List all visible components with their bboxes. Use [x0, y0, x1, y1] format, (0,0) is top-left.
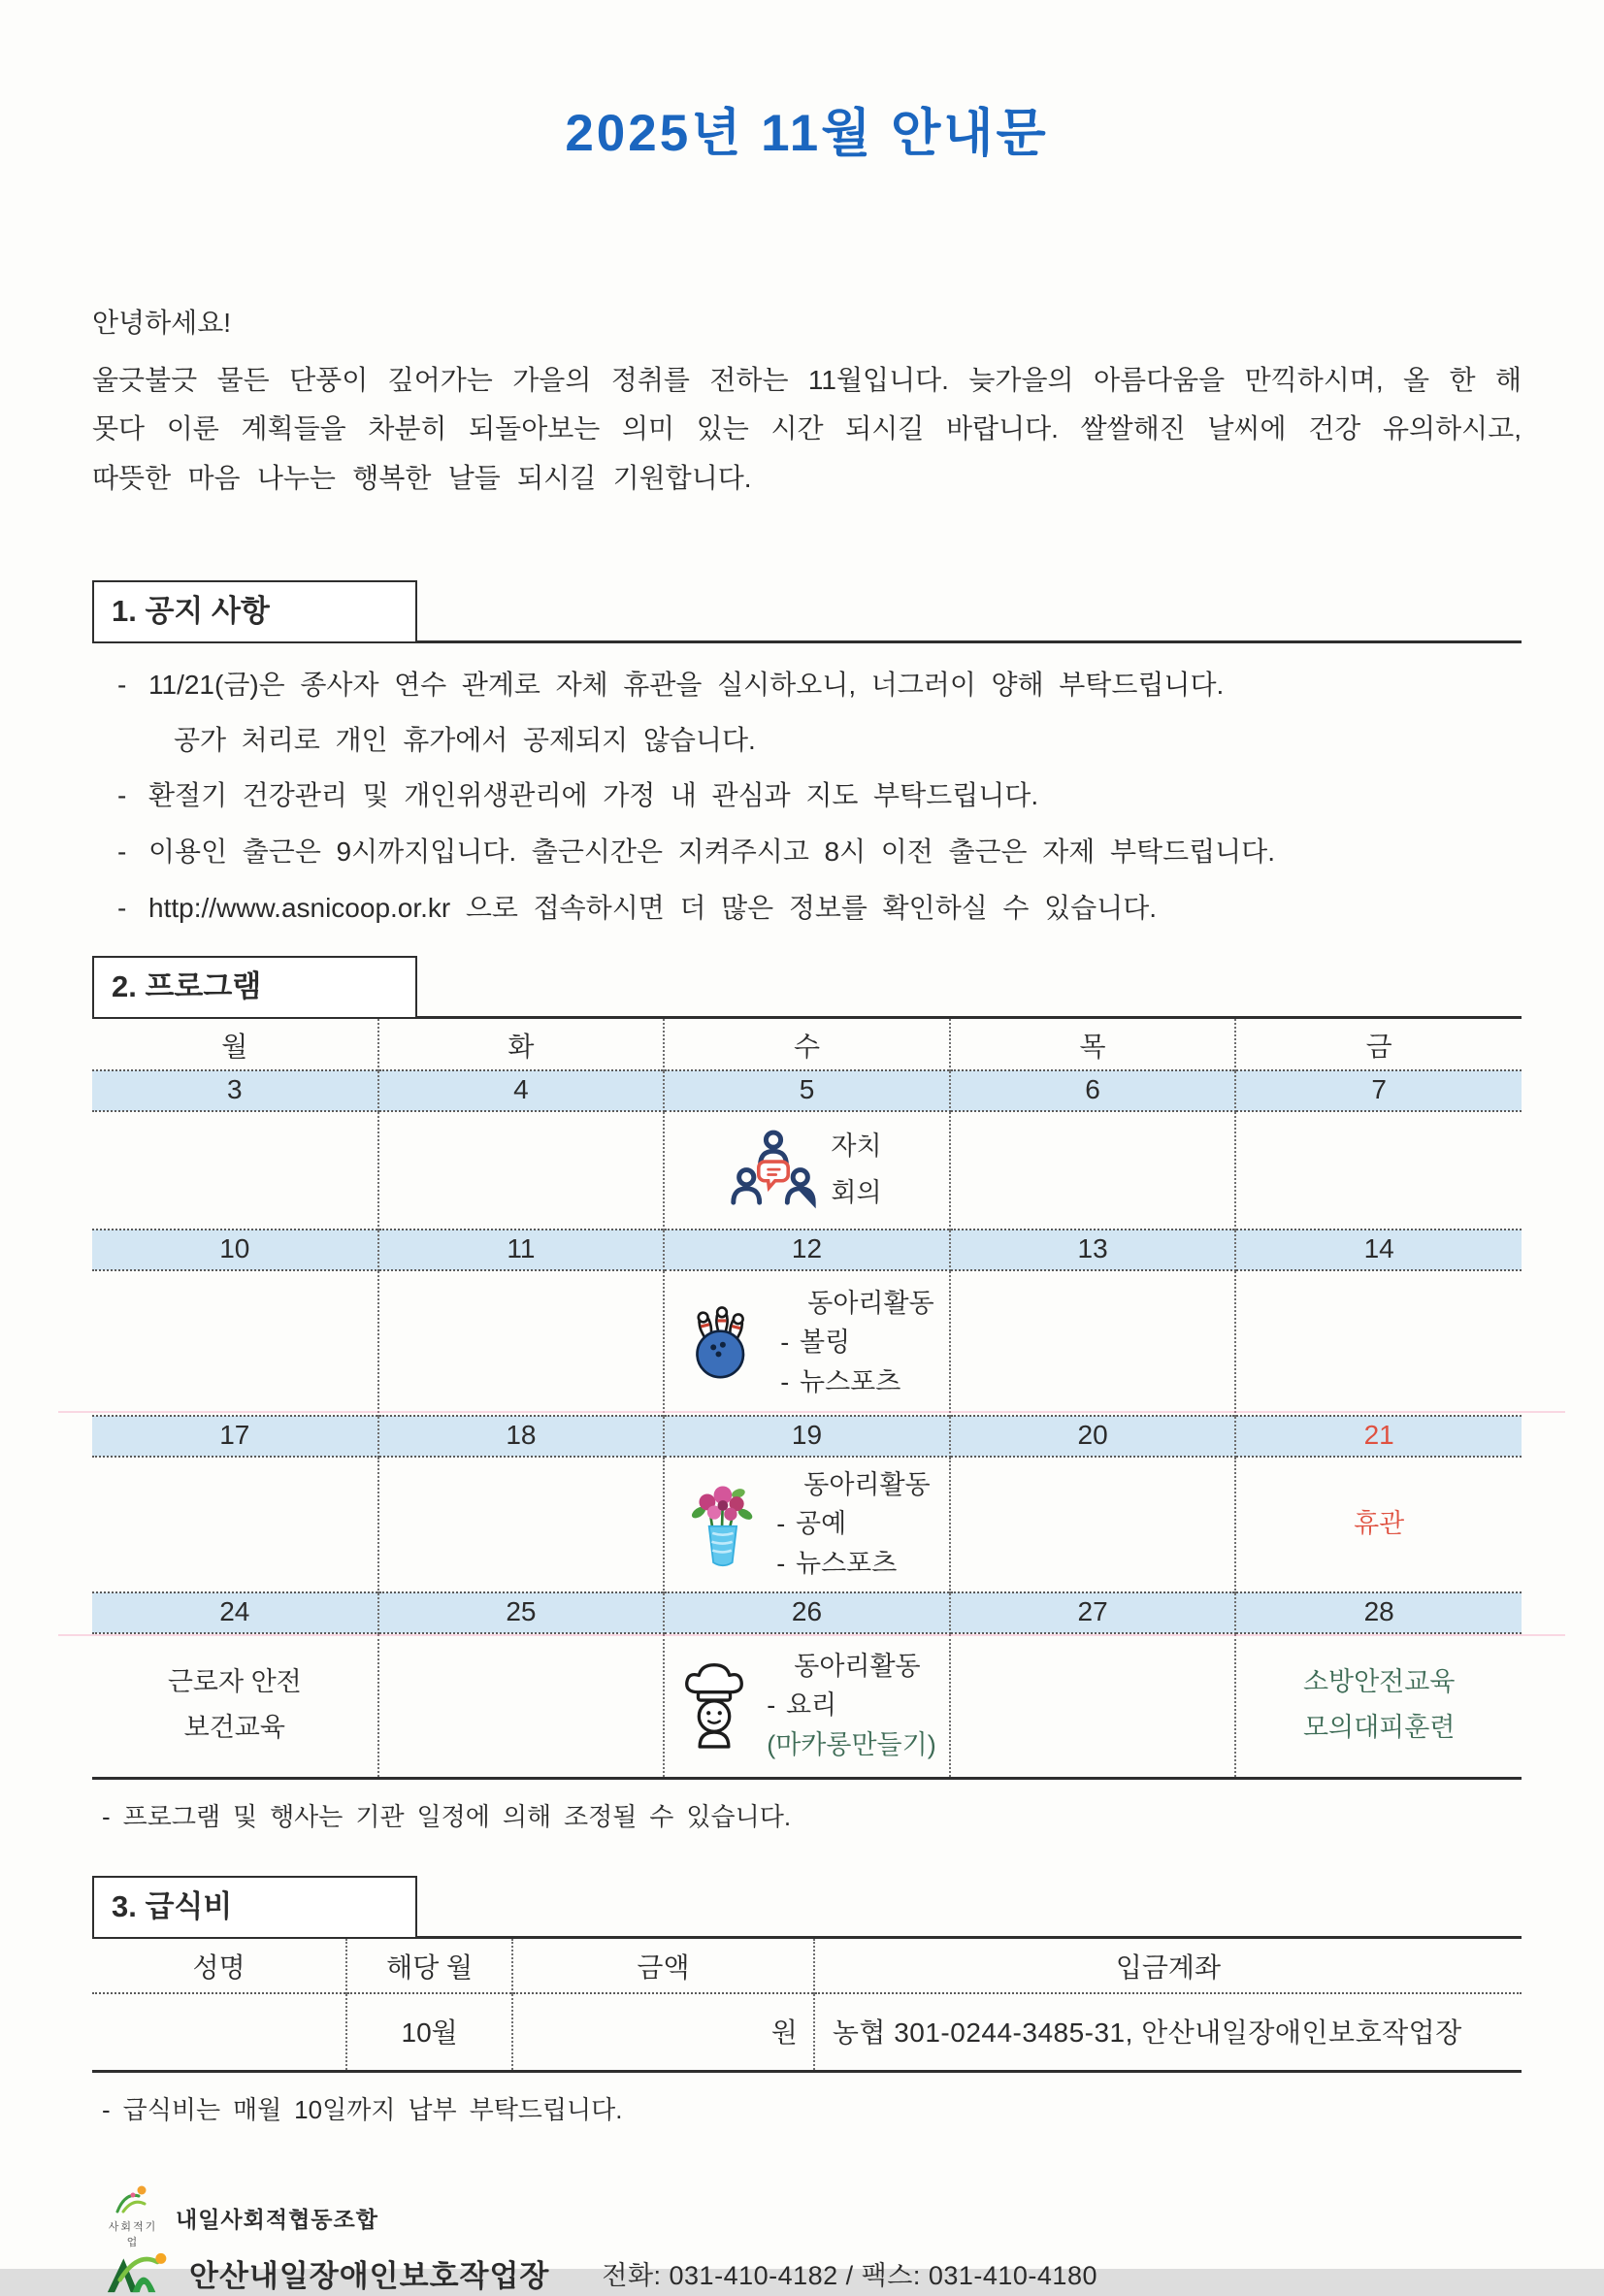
event-cell-empty [92, 1270, 378, 1416]
calendar-date-row-week2 [92, 1230, 1522, 1270]
date-cell: 27 [950, 1592, 1236, 1633]
event-line: 보건교육 [183, 1713, 285, 1743]
day-header-mon: 월 [92, 1019, 378, 1070]
event-cell [92, 1633, 378, 1779]
date-cell: 25 [378, 1592, 665, 1633]
bullet-dash: - [117, 780, 127, 811]
calendar-event-row-week3 [92, 1457, 1522, 1592]
contact-info: 전화: 031-410-4182 / 팩스: 031-410-4180 [602, 2260, 1097, 2290]
event-line: - 공예 [776, 1509, 847, 1539]
event-cell-empty [950, 1270, 1236, 1416]
event-line: (마카롱만들기) [767, 1729, 936, 1759]
social-enterprise-icon [112, 2182, 154, 2215]
date-cell: 28 [1235, 1592, 1522, 1633]
event-line: 모의대피훈련 [1302, 1713, 1456, 1743]
date-cell: 17 [92, 1416, 378, 1457]
calendar-event-row-week1 [92, 1111, 1522, 1230]
event-line: 소방안전교육 [1302, 1667, 1456, 1697]
event-title: 동아리활동 [803, 1469, 931, 1499]
fee-header-account: 입금계좌 [1115, 1952, 1222, 1984]
meal-fee-note: - 급식비는 매월 10일까지 납부 부탁드립니다. [102, 2095, 623, 2125]
date-cell: 12 [664, 1230, 950, 1270]
event-cell-empty [92, 1457, 378, 1592]
bullet-dash: - [117, 892, 127, 923]
closed-label: 휴관 [1354, 1509, 1405, 1539]
notice-subtext: 공가 처리로 개인 휴가에서 공제되지 않습니다. [174, 725, 756, 756]
event-cell-empty [950, 1111, 1236, 1230]
calendar-date-row-week3 [92, 1416, 1522, 1457]
calendar-day-header-row [92, 1019, 1522, 1070]
day-header-fri: 금 [1365, 1031, 1392, 1062]
calendar-date-row-week4 [92, 1592, 1522, 1633]
date-cell: 18 [378, 1416, 665, 1457]
notice-text: 11/21(금)은 종사자 연수 관계로 자체 휴관을 실시하오니, 너그러이 양해 부탁드립니다. [148, 670, 1225, 701]
date-cell: 24 [92, 1592, 378, 1633]
section-program-rule [92, 956, 1522, 1019]
event-cell-empty [378, 1457, 665, 1592]
event-line: - 뉴스포츠 [776, 1548, 898, 1578]
notice-text: http://www.asnicoop.or.kr 으로 접속하시면 더 많은 정보를 확인하실 수 있습니다. [148, 892, 1158, 923]
event-cell-empty [378, 1111, 665, 1230]
date-cell: 26 [664, 1592, 950, 1633]
day-header-thu: 목 [950, 1019, 1236, 1070]
day-header-tue: 화 [378, 1019, 665, 1070]
section-meal-rule [92, 1876, 1522, 1939]
notice-text: 이용인 출근은 9시까지입니다. 출근시간은 지켜주시고 8시 이전 출근은 자제 부탁드립니다. [148, 836, 1276, 867]
event-cell-closed [1235, 1457, 1522, 1592]
section-notices-heading: 1. 공지 사항 [92, 580, 417, 643]
event-line: 회의 [831, 1177, 882, 1207]
date-cell: 10 [92, 1230, 378, 1270]
calendar-date-row-week1 [92, 1070, 1522, 1111]
organization-name: 안산내일장애인보호작업장 [189, 2258, 550, 2293]
date-cell: 11 [378, 1230, 665, 1270]
event-cell-empty [950, 1633, 1236, 1779]
bullet-dash: - [117, 836, 127, 867]
fee-month-cell: 10월 [346, 1993, 512, 2072]
notice-list [92, 643, 1522, 926]
notice-item [117, 777, 1522, 814]
date-cell: 20 [950, 1416, 1236, 1457]
event-cell-empty [950, 1457, 1236, 1592]
event-line: 근로자 안전 [167, 1667, 302, 1697]
event-text [92, 1659, 377, 1752]
greeting-paragraph: 울긋불긋 물든 단풍이 깊어가는 가을의 정취를 전하는 11월입니다. 늦가을의 아름다움을 만끽하시며, 올 한 해 못다 이룬 계획들을 차분히 되돌아보는 의미 있는 시간 되시길 바랍니다. 쌀쌀해진 날씨에 건강 유의하시고, 따뜻한 마음 나누는 행복한 날들 되시길 기원합니다. [92, 365, 1522, 493]
date-cell-holiday: 21 [1235, 1416, 1522, 1457]
fee-amount-cell: 원 [512, 1993, 814, 2072]
event-cell [1235, 1633, 1522, 1779]
date-cell: 4 [378, 1070, 665, 1111]
section-meal-fee [92, 1876, 1522, 2126]
event-line: - 볼링 [780, 1328, 851, 1358]
event-cell [664, 1111, 950, 1230]
fee-name-cell [92, 1993, 346, 2072]
fee-account-cell: 농협 301-0244-3485-31, 안산내일장애인보호작업장 [814, 1993, 1522, 2072]
greeting-salutation: 안녕하세요! [92, 308, 232, 338]
social-enterprise-caption: 사회적기업 [108, 2221, 158, 2249]
chef-cooking-icon [677, 1659, 751, 1751]
section-notices-rule [92, 580, 1522, 643]
page-title: 2025년 11월 안내문 [565, 105, 1049, 162]
meal-fee-table [92, 1939, 1522, 2073]
fee-header-name: 성명 [92, 1939, 346, 1993]
bullet-dash: - [117, 670, 127, 701]
date-cell: 19 [664, 1416, 950, 1457]
section-notices [92, 580, 1522, 926]
event-cell-empty [1235, 1111, 1522, 1230]
notice-text: 환절기 건강관리 및 개인위생관리에 가정 내 관심과 지도 부탁드립니다. [148, 780, 1039, 811]
coop-name: 내일사회적협동조합 [176, 2207, 378, 2233]
date-cell: 3 [92, 1070, 378, 1111]
calendar-event-row-week2 [92, 1270, 1522, 1416]
fee-data-row [92, 1993, 1522, 2072]
event-text [767, 1647, 935, 1765]
event-text [780, 1284, 933, 1402]
flower-bouquet-icon [683, 1476, 761, 1573]
event-cell-empty [1235, 1270, 1522, 1416]
footer [92, 2182, 1522, 2296]
date-cell: 7 [1235, 1070, 1522, 1111]
footer-small-logo-block [106, 2182, 160, 2249]
notice-item [117, 890, 1522, 927]
event-title: 동아리활동 [794, 1651, 921, 1681]
footer-org-row [106, 2249, 1522, 2296]
organization-logo [106, 2249, 170, 2296]
event-cell [664, 1457, 950, 1592]
section-program [92, 956, 1522, 1834]
date-cell: 13 [950, 1230, 1236, 1270]
event-cell-empty [378, 1270, 665, 1416]
event-line: - 요리 [767, 1690, 837, 1721]
day-header-wed: 수 [664, 1019, 950, 1070]
program-note: - 프로그램 및 행사는 기관 일정에 의해 조정될 수 있습니다. [102, 1802, 792, 1832]
date-cell: 14 [1235, 1230, 1522, 1270]
greeting-block [92, 302, 1522, 503]
event-text [831, 1124, 881, 1216]
event-title: 동아리활동 [807, 1288, 934, 1318]
program-calendar [92, 1019, 1522, 1781]
date-cell: 6 [950, 1070, 1236, 1111]
calendar-event-row-week4 [92, 1633, 1522, 1779]
section-program-heading: 2. 프로그램 [92, 956, 417, 1019]
date-cell: 5 [664, 1070, 950, 1111]
event-cell-empty [92, 1111, 378, 1230]
event-line: 자치 [831, 1132, 882, 1162]
fee-header-row [92, 1939, 1522, 1993]
event-text [1236, 1659, 1522, 1752]
event-cell [664, 1270, 950, 1416]
meeting-discussion-icon [732, 1129, 815, 1212]
section-meal-heading: 3. 급식비 [92, 1876, 417, 1939]
bowling-icon [679, 1300, 765, 1386]
event-text [776, 1465, 930, 1584]
fee-header-month: 해당 월 [346, 1939, 512, 1993]
event-line: - 뉴스포츠 [780, 1366, 901, 1396]
fee-header-amount: 금액 [512, 1939, 814, 1993]
notice-item [117, 834, 1522, 870]
event-cell [664, 1633, 950, 1779]
notice-item [117, 667, 1522, 704]
event-cell-empty [378, 1633, 665, 1779]
footer-coop-row [106, 2182, 1522, 2249]
